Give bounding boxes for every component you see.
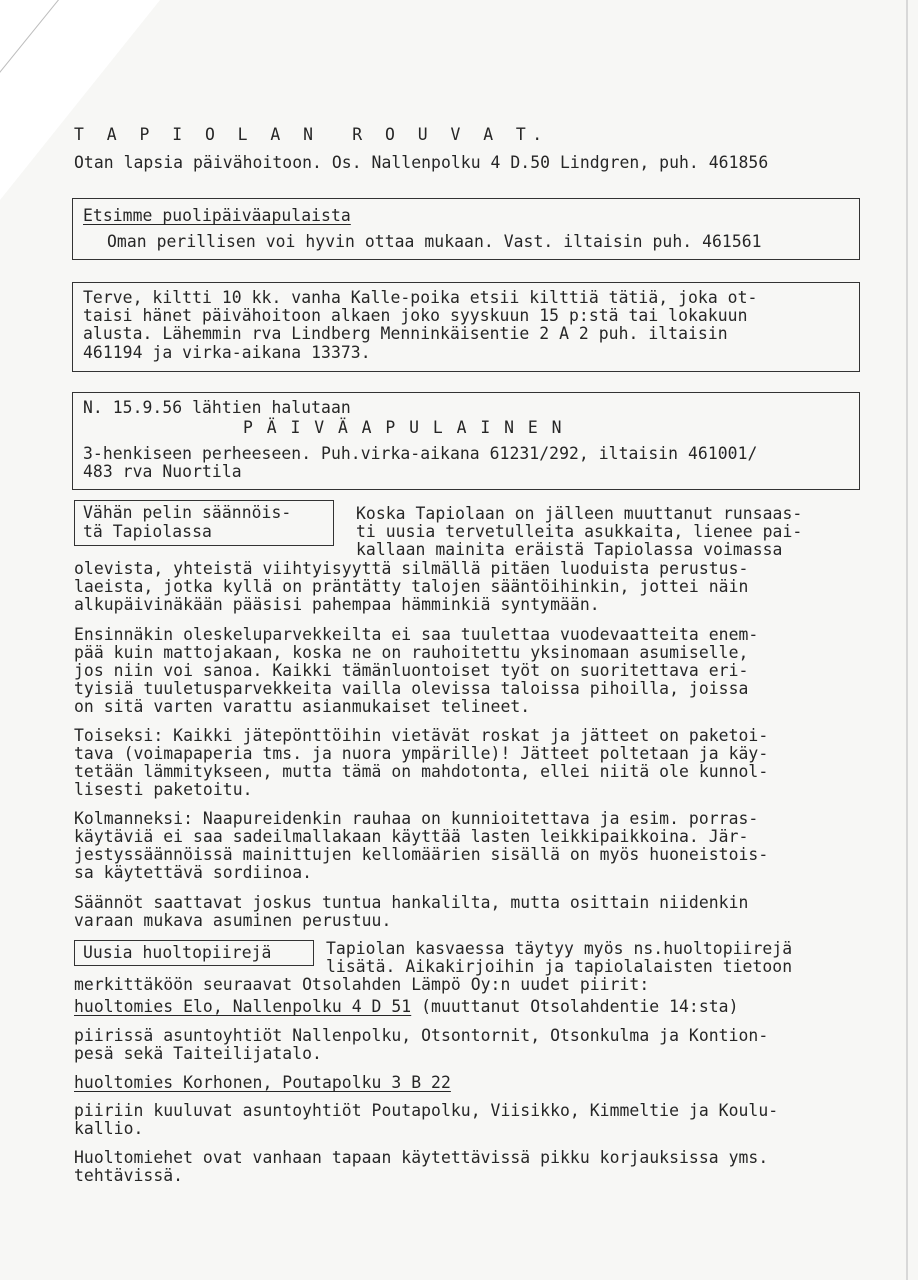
article1-text-line: laeista, jotka kyllä on präntätty talojen sääntöihinkin, jottei näin xyxy=(74,577,749,596)
article1-text-line: tava (voimapaperia tms. ja nuora ympärille)! Jätteet poltetaan ja käy- xyxy=(74,744,769,763)
header-title: T A P I O L A N R O U V A T. xyxy=(74,125,549,144)
article1-text-line: käytäviä ei saa sadeilmallakaan käyttää lasten leikkipaikkoina. Jär- xyxy=(74,827,749,846)
article1-text-line: Toiseksi: Kaikki jätepönttöihin vietävät roskat ja jätteet on paketoi- xyxy=(74,726,769,745)
closing-line: tehtävissä. xyxy=(74,1166,184,1185)
article1-label-box xyxy=(74,500,334,546)
article1-text-line: pää kuin mattojakaan, koska ne on rauhoitettu yksinomaan asumiselle, xyxy=(74,643,749,662)
page-edge xyxy=(906,0,908,1280)
district1-heading: huoltomies Elo, Nallenpolku 4 D 51 xyxy=(74,997,412,1016)
article1-text-line: olevista, yhteistä viihtyisyyttä silmällä pitäen luoduista perustus- xyxy=(74,559,749,578)
article1-text-line: on sitä varten varattu asianmukaiset telineet. xyxy=(74,697,531,716)
article1-text-line: Säännöt saattavat joskus tuntua hankalilta, mutta osittain niidenkin xyxy=(74,893,749,912)
ad2-line: 461194 ja virka-aikana 13373. xyxy=(83,343,371,362)
article1-text-line: tyisiä tuuletusparvekkeita vailla olevissa taloissa pihoilla, joissa xyxy=(74,679,749,698)
article1-text-line: sa käytettävä sordiinoa. xyxy=(74,863,313,882)
article1-text-line: varaan mukava asuminen perustuu. xyxy=(74,911,392,930)
article2-label: Uusia huoltopiirejä xyxy=(83,943,272,962)
article1-intro-line: Koska Tapiolaan on jälleen muuttanut runsaas- xyxy=(356,504,803,523)
district1-heading-line xyxy=(74,998,739,1016)
article2-intro-line: merkittäköön seuraavat Otsolahden Lämpö Oy:n uudet piirit: xyxy=(74,975,650,994)
ad1-heading: Etsimme puolipäiväapulaista xyxy=(83,206,351,225)
ad3-line: N. 15.9.56 lähtien halutaan xyxy=(83,398,351,417)
district1-note: (muuttanut Otsolahdentie 14:sta) xyxy=(411,997,739,1016)
article1-label: tä Tapiolassa xyxy=(83,522,212,541)
district2-line: kallio. xyxy=(74,1119,144,1138)
ad3-line: 3-henkiseen perheeseen. Puh.virka-aikana 61231/292, iltaisin 461001/ xyxy=(83,444,758,463)
article1-intro-line: kallaan mainita eräistä Tapiolassa voimassa xyxy=(356,540,783,559)
article1-text-line: jestyssäännöissä mainittujen kellomäärien sisällä on myös huoneistois- xyxy=(74,845,769,864)
article1-intro-line: ti uusia tervetulleita asukkaita, lienee pai- xyxy=(356,522,803,541)
article1-text-line: alkupäivinäkään pääsisi pahempaa hämminkiä syntymään. xyxy=(74,595,600,614)
article2-intro-line: Tapiolan kasvaessa täytyy myös ns.huoltopiirejä xyxy=(326,939,793,958)
district1-line: pesä sekä Taiteilijatalo. xyxy=(74,1044,322,1063)
ad1-line: Oman perillisen voi hyvin ottaa mukaan. Vast. iltaisin puh. 461561 xyxy=(107,232,762,251)
article2-label-box xyxy=(74,940,314,966)
district2-heading: huoltomies Korhonen, Poutapolku 3 B 22 xyxy=(74,1073,451,1092)
article2-intro-line: lisätä. Aikakirjoihin ja tapiolalaisten tietoon xyxy=(326,957,793,976)
ad2-line: alusta. Lähemmin rva Lindberg Menninkäisentie 2 A 2 puh. iltaisin xyxy=(83,324,728,343)
ad-box-3 xyxy=(72,392,860,490)
ad3-line: 483 rva Nuortila xyxy=(83,462,242,481)
ad-box-2 xyxy=(72,282,860,372)
article1-text-line: lisesti paketoitu. xyxy=(74,780,253,799)
ad2-line: taisi hänet päivähoitoon alkaen joko syyskuun 15 p:stä tai lokakuun xyxy=(83,306,748,325)
closing-line: Huoltomiehet ovat vanhaan tapaan käytettävissä pikku korjauksissa yms. xyxy=(74,1148,769,1167)
ad3-heading: P Ä I V Ä A P U L A I N E N xyxy=(243,418,564,437)
article1-text-line: Ensinnäkin oleskeluparvekkeilta ei saa tuulettaa vuodevaatteita enem- xyxy=(74,625,759,644)
article1-text-line: Kolmanneksi: Naapureidenkin rauhaa on kunnioitettava ja esim. porras- xyxy=(74,809,759,828)
ad-box-1 xyxy=(72,198,860,260)
ad2-line: Terve, kiltti 10 kk. vanha Kalle-poika etsii kilttiä tätiä, joka ot- xyxy=(83,288,758,307)
article1-text-line: jos niin voi sanoa. Kaikki tämänluontoiset työt on suoritettava eri- xyxy=(74,661,749,680)
article1-label: Vähän pelin säännöis- xyxy=(83,503,292,522)
district2-line: piiriin kuuluvat asuntoyhtiöt Poutapolku, Viisikko, Kimmeltie ja Koulu- xyxy=(74,1101,779,1120)
header-line: Otan lapsia päivähoitoon. Os. Nallenpolku 4 D.50 Lindgren, puh. 461856 xyxy=(74,153,769,172)
article1-text-line: tetään lämmitykseen, mutta tämä on mahdotonta, ellei niitä ole kunnol- xyxy=(74,762,769,781)
district1-line: piirissä asuntoyhtiöt Nallenpolku, Otsontornit, Otsonkulma ja Kontion- xyxy=(74,1026,769,1045)
